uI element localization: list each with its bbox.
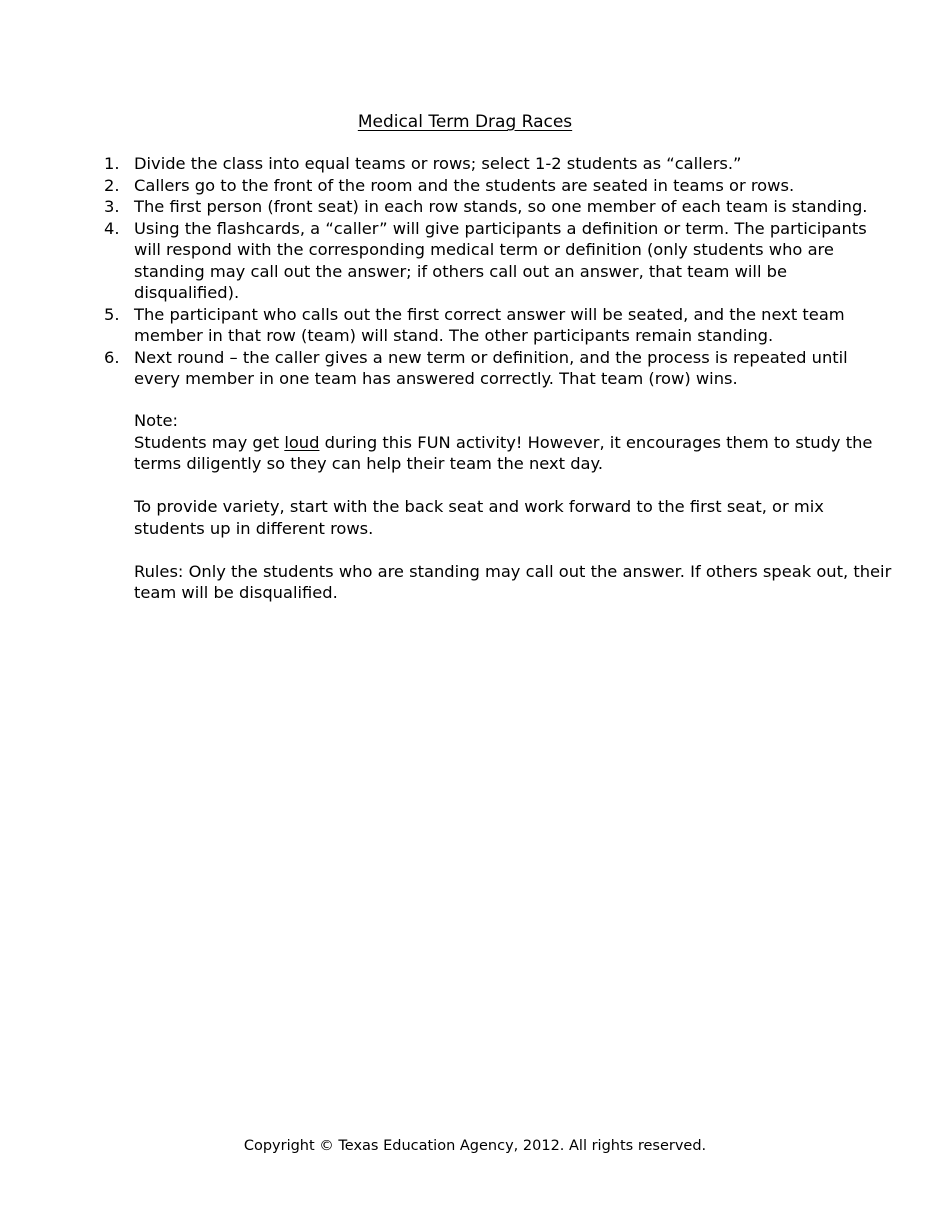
list-item-text: Next round – the caller gives a new term or definition, and the process is repeated until every member in one team has answered correctly. That team (row) wins.: [134, 347, 848, 388]
instruction-list: [104, 153, 884, 390]
notes-section: [134, 410, 894, 625]
list-item-text: Callers go to the front of the room and the students are seated in teams or rows.: [134, 175, 795, 195]
list-item-text: The first person (front seat) in each row stands, so one member of each team is standing.: [134, 197, 868, 216]
list-item-number: 5.: [104, 304, 120, 324]
note-paragraph-variety: To provide variety, start with the back seat and work forward to the first seat, or mix students up in different rows.: [134, 497, 824, 538]
list-item-number: 2.: [104, 175, 120, 195]
list-item-text: Divide the class into equal teams or rows; select 1-2 students as “callers.”: [134, 154, 742, 173]
note-text: Students may get: [134, 432, 285, 452]
list-item-text: Using the flashcards, a “caller” will give participants a definition or term. The participants will respond with the corresponding medical term or definition (only students who are standing may call out the answer; if others call out an answer, that team will be disqualified).: [134, 218, 867, 302]
list-item: [104, 175, 884, 197]
list-item-number: 6.: [104, 347, 120, 367]
list-item: [104, 304, 884, 347]
list-item: [104, 196, 884, 218]
list-item-number: 3.: [104, 197, 120, 216]
copyright-footer: Copyright © Texas Education Agency, 2012. All rights reserved.: [243, 1138, 707, 1154]
underlined-word: loud: [284, 432, 320, 452]
list-item: [104, 153, 884, 175]
list-item: [104, 347, 884, 390]
note-paragraph-rules: Rules: Only the students who are standing may call out the answer. If others speak out, their team will be disqualified.: [134, 561, 892, 602]
note-text: during this FUN activity! However, it encourages them to study the terms diligently so they can help their team the next day.: [134, 432, 873, 473]
list-item-number: 4.: [104, 218, 120, 238]
note-paragraph-loud: [134, 432, 894, 475]
note-heading: Note:: [134, 411, 179, 430]
document-title: Medical Term Drag Races: [357, 112, 573, 132]
list-item-text: The participant who calls out the first correct answer will be seated, and the next team member in that row (team) will stand. The other participants remain standing.: [134, 304, 845, 345]
list-item: [104, 218, 884, 304]
list-item-number: 1.: [104, 154, 120, 173]
